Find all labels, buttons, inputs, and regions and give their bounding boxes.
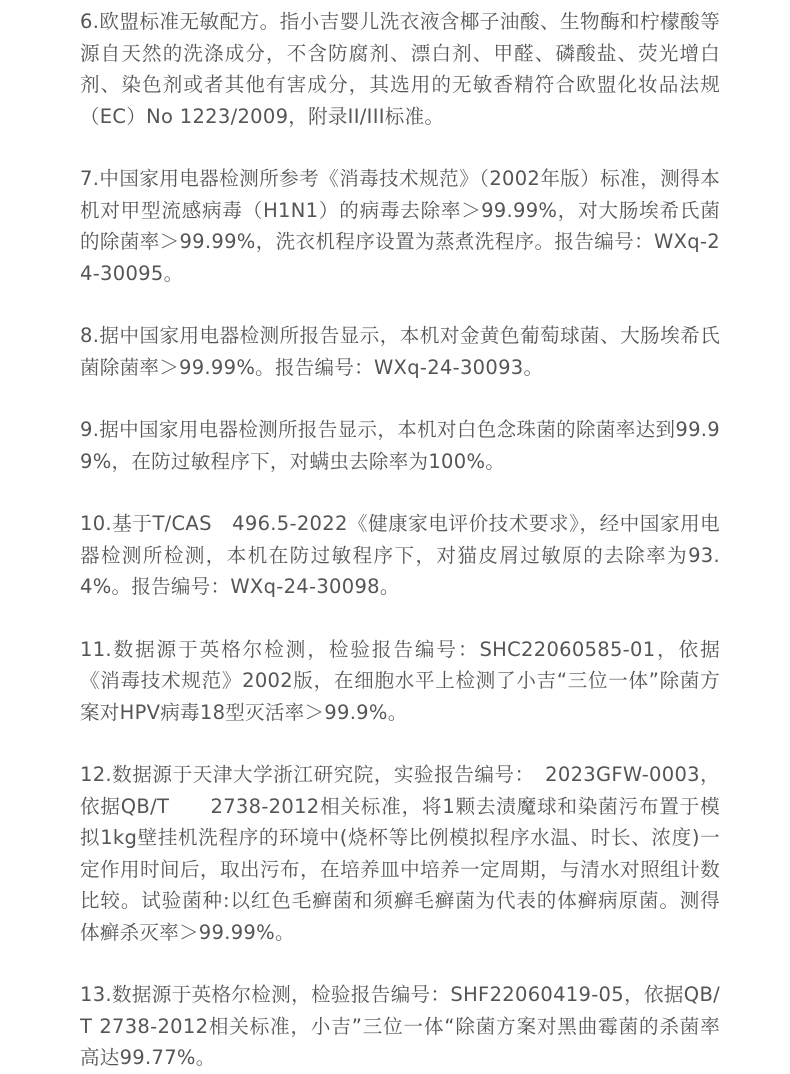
footnote-10: 10.基于T/CAS 496.5-2022《健康家电评价技术要求》，经中国家用电器检测所检测，本机在防过敏程序下，对猫皮屑过敏原的去除率为93.4%。报告编号：WXq-24-30098。 [80, 512, 720, 598]
footnote-9: 9.据中国家用电器检测所报告显示，本机对白色念珠菌的除菌率达到99.99%，在防过敏程序下，对螨虫去除率为100%。 [80, 418, 720, 473]
footnote-13: 13.数据源于英格尔检测，检验报告编号：SHF22060419-05，依据QB/T 2738-2012相关标准，小吉”三位一体“除菌方案对黑曲霉菌的杀菌率高达99.77%。 [80, 983, 720, 1069]
paragraph-gap [80, 383, 720, 414]
paragraph-gap [80, 948, 720, 979]
footnote-12: 12.数据源于天津大学浙江研究院，实验报告编号： 2023GFW-0003，依据QB/T 2738-2012相关标准，将1颗去渍魔球和染菌污布置于模拟1kg壁挂机洗程序的环境中(烧杯等比例模拟程序水温、时长、浓度)一定作用时间后，取出污布，在培养皿中培养一定周期，与清水对照组计数比较。试验菌种:以红色毛癣菌和须癣毛癣菌为代表的体癣病原菌。测得体癣杀灭率＞99.99%。 [80, 763, 720, 944]
footnote-8: 8.据中国家用电器检测所报告显示，本机对金黄色葡萄球菌、大肠埃希氏菌除菌率＞99.99%。报告编号：WXq-24-30093。 [80, 324, 720, 379]
paragraph-gap [80, 289, 720, 320]
paragraph-gap [80, 603, 720, 634]
paragraph-gap [80, 728, 720, 759]
footnote-7: 7.中国家用电器检测所参考《消毒技术规范》（2002年版）标准，测得本机对甲型流感病毒（H1N1）的病毒去除率＞99.99%，对大肠埃希氏菌的除菌率＞99.99%，洗衣机程序设置为蒸煮洗程序。报告编号：WXq-24-30095。 [80, 167, 720, 285]
footnote-11: 11.数据源于英格尔检测，检验报告编号：SHC22060585-01，依据《消毒技术规范》2002版，在细胞水平上检测了小吉“三位一体”除菌方案对HPV病毒18型灭活率＞99.9%。 [80, 637, 720, 724]
footnote-6: 6.欧盟标准无敏配方。指小吉婴儿洗衣液含椰子油酸、生物酶和柠檬酸等源自天然的洗涤成分，不含防腐剂、漂白剂、甲醛、磷酸盐、荧光增白剂、染色剂或者其他有害成分，其选用的无敏香精符合欧盟化妆品法规（EC）No 1223/2009，附录II/III标准。 [80, 10, 720, 128]
paragraph-gap [80, 132, 720, 163]
paragraph-gap [80, 477, 720, 508]
